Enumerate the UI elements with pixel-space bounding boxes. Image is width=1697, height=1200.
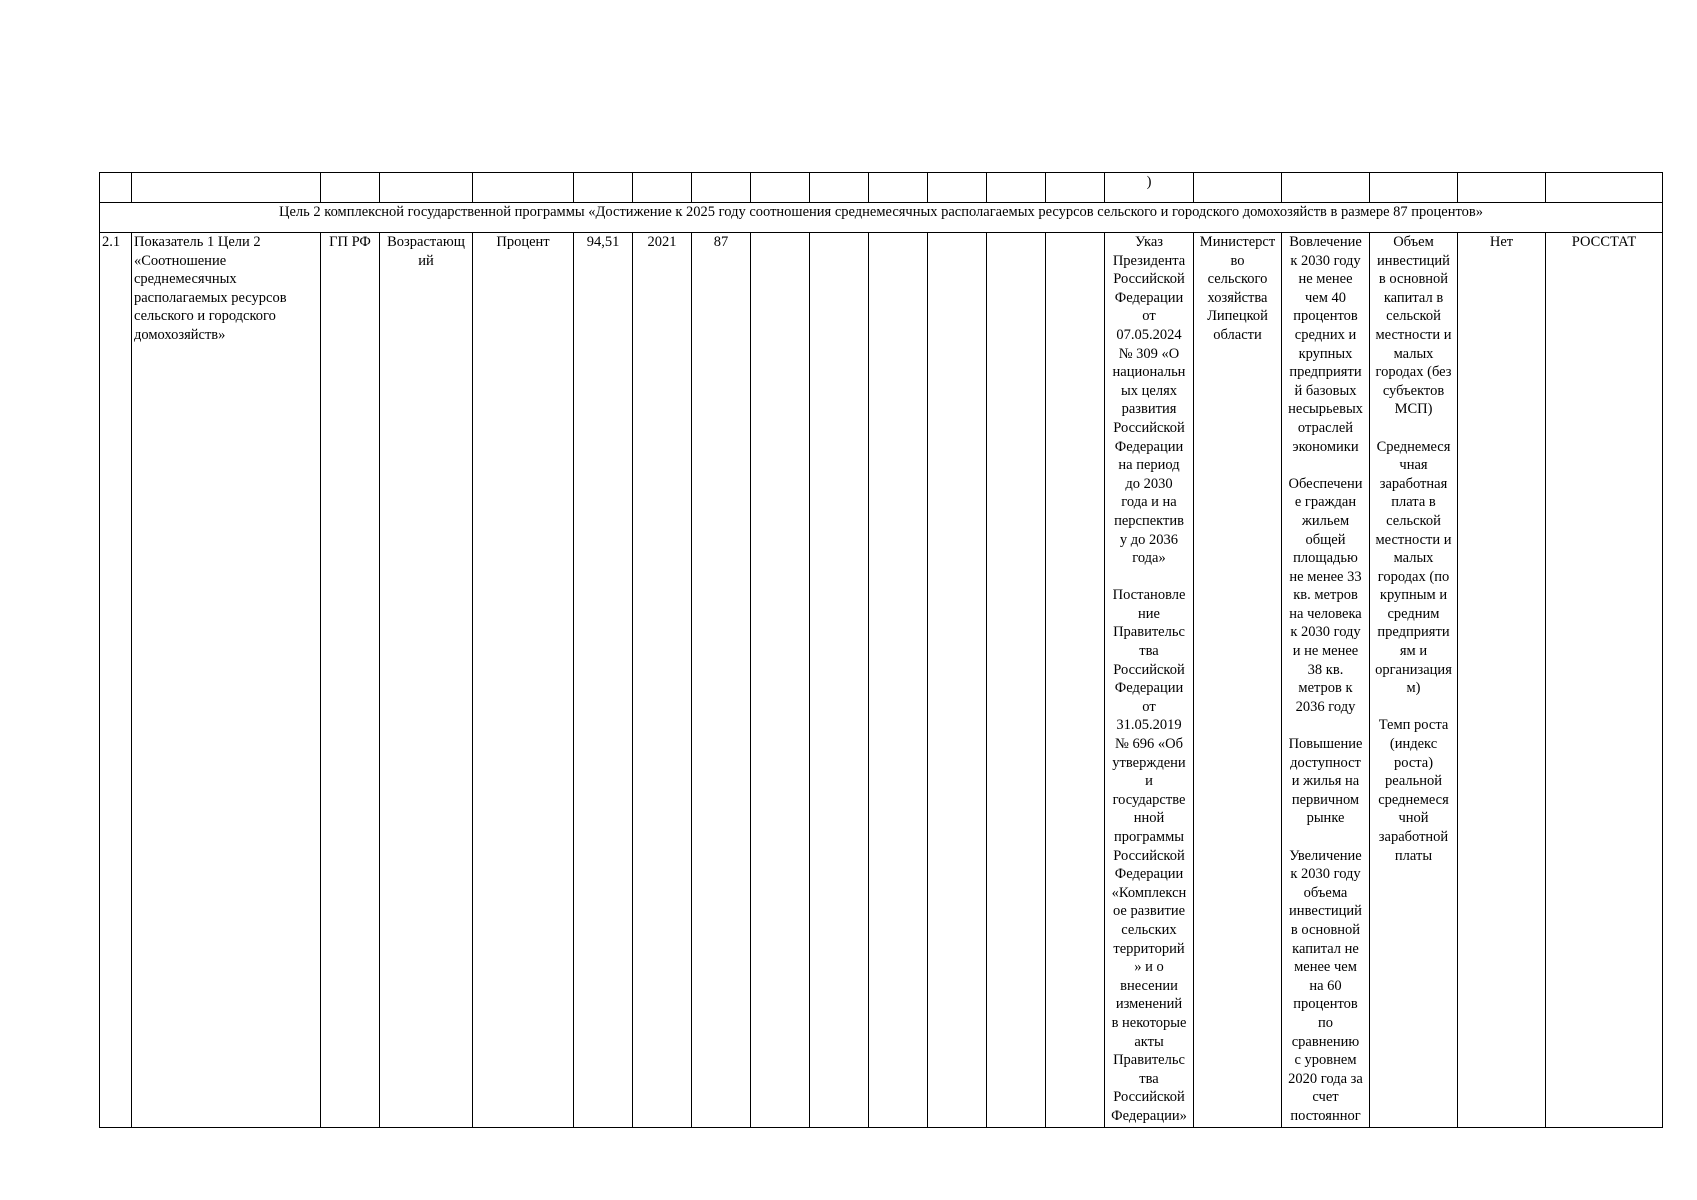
year-value-cell [869, 233, 928, 1128]
responsible-body: Министерст во сельского хозяйства Липецкой области [1194, 233, 1282, 1128]
year-value-cell [751, 233, 810, 1128]
table-cell [100, 173, 132, 203]
table-cell [132, 173, 321, 203]
indicator-row [100, 233, 1663, 1128]
base-value: 94,51 [574, 233, 633, 1128]
indicator-name: Показатель 1 Цели 2 «Соотношение среднемесячных располагаемых ресурсов сельского и городского домохозяйств» [132, 233, 321, 1128]
target-value: 87 [692, 233, 751, 1128]
table-cell [1282, 173, 1370, 203]
table-cell [1194, 173, 1282, 203]
related-indicators: Объем инвестиций в основной капитал в сельской местности и малых городах (без субъектов МСП) Среднемеся чная заработная плата в сельской местности и малых городах (по крупным и средним предприяти ям и организация м) Темп роста (индекс роста) реальной среднемеся чной заработной платы [1370, 233, 1458, 1128]
indicator-number: 2.1 [100, 233, 132, 1128]
national-goal-link: Вовлечение к 2030 году не менее чем 40 процентов средних и крупных предприяти й базовых несырьевых отраслей экономики Обеспечени е граждан жильем общей площадью не менее 33 кв. метров на человека к 2030 году и не менее 38 кв. метров к 2036 году Повышение доступност и жилья на первичном рынке Увеличение к 2030 году объема инвестиций в основной капитал не менее чем на 60 процентов по сравнению с уровнем 2020 года за счет постоянног [1282, 233, 1370, 1128]
indicators-table [99, 172, 1663, 1128]
goal-heading: Цель 2 комплексной государственной программы «Достижение к 2025 году соотношения среднемесячных располагаемых ресурсов сельского и городского домохозяйств в размере 87 процентов» [100, 203, 1663, 233]
regulatory-document: Указ Президента Российской Федерации от 07.05.2024 № 309 «О национальн ых целях развития Российской Федерации на период до 2030 года и на перспектив у до 2036 года» Постановле ние Правительс тва Российской Федерации от 31.05.2019 № 696 «Об утверждени и государстве нной программы Российской Федерации «Комплексн ое развитие сельских территорий » и о внесении изменений в некоторые акты Правительс тва Российской Федерации» [1105, 233, 1194, 1128]
table-cell [692, 173, 751, 203]
table-cell [751, 173, 810, 203]
year-value-cell [987, 233, 1046, 1128]
table-cell [810, 173, 869, 203]
year-value-cell [928, 233, 987, 1128]
year-value-cell [810, 233, 869, 1128]
table-cell [473, 173, 574, 203]
year-value-cell [1046, 233, 1105, 1128]
indicator-unit: Процент [473, 233, 574, 1128]
indicator-trend: Возрастающ ий [380, 233, 473, 1128]
table-cell [1046, 173, 1105, 203]
table-cell-closing-paren: ) [1105, 173, 1194, 203]
table-cell [1370, 173, 1458, 203]
table-cell [928, 173, 987, 203]
table-cell [380, 173, 473, 203]
table-cell [633, 173, 692, 203]
indicator-level: ГП РФ [321, 233, 380, 1128]
ias-flag: Нет [1458, 233, 1546, 1128]
table-cell [987, 173, 1046, 203]
base-year: 2021 [633, 233, 692, 1128]
table-cell [869, 173, 928, 203]
table-cell [1458, 173, 1546, 203]
table-cell [321, 173, 380, 203]
goal-row [100, 203, 1663, 233]
table-cell [1546, 173, 1663, 203]
continuation-row [100, 173, 1663, 203]
table-cell [574, 173, 633, 203]
data-source: РОССТАТ [1546, 233, 1663, 1128]
